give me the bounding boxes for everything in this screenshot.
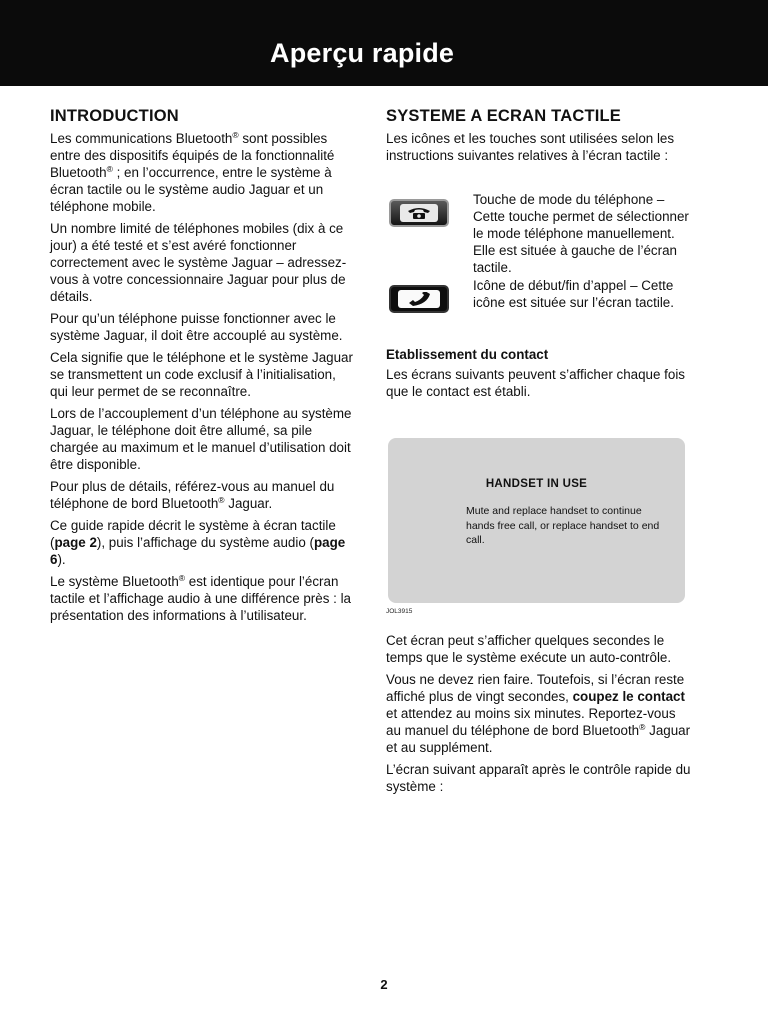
text-run: ), puis l’affichage du système audio ( — [96, 535, 314, 550]
text-run: Jaguar et au supplément. — [386, 723, 691, 755]
call-handset-icon — [389, 285, 449, 313]
instruction-paragraph — [386, 671, 691, 756]
telephone-glyph — [406, 206, 432, 220]
text-run: Pour plus de détails, référez-vous au manuel du téléphone de bord Bluetooth — [50, 479, 335, 511]
screen-title: HANDSET IN USE — [485, 478, 588, 490]
left-column — [50, 108, 355, 629]
page-ref-2: page 2 — [54, 535, 97, 550]
next-screen-paragraph: L’écran suivant apparaît après le contrôle rapide du système : — [386, 762, 691, 794]
text-run: sont possibles entre des dispositifs équipés de la fonctionnalité Bluetooth — [50, 131, 335, 180]
text-run: Le système Bluetooth — [50, 574, 179, 589]
text-run: et attendez au moins six minutes. Reportez-vous au manuel du téléphone de bord Bluetooth — [386, 706, 676, 738]
touchscreen-heading: SYSTEME A ECRAN TACTILE — [386, 107, 621, 125]
registered-mark: ® — [218, 495, 225, 505]
screen-illustration — [386, 438, 691, 620]
header-band — [0, 0, 768, 86]
handset-in-use-screen — [388, 438, 685, 603]
page-ref-6: page 6 — [50, 535, 346, 567]
intro-paragraph-4: Cela signifie que le téléphone et le système Jaguar se transmettent un code exclusif à l’initialisation, qui leur permet de se reconnaître. — [50, 350, 353, 399]
intro-paragraph-1 — [50, 130, 355, 215]
call-icon-description: Icône de début/fin d’appel – Cette icône est située sur l’écran tactile. — [473, 278, 674, 310]
touchscreen-intro: Les icônes et les touches sont utilisées selon les instructions suivantes relatives à l’écran tactile : — [386, 131, 675, 163]
icon-face — [400, 204, 438, 222]
text-run: Vous ne devez rien faire. Toutefois, si l’écran reste affiché plus de vingt secondes, — [386, 672, 685, 704]
page-title: Aperçu rapide — [270, 38, 455, 68]
phone-mode-description: Touche de mode du téléphone – Cette touche permet de sélectionner le mode téléphone manuellement. Elle est située à gauche de l’écran tactile. — [473, 192, 689, 275]
text-run: ; en l’occurrence, entre le système à écran tactile ou le système audio Jaguar et un téléphone mobile. — [50, 165, 332, 214]
introduction-heading: INTRODUCTION — [50, 107, 179, 125]
screen-message: Mute and replace handset to continue hands free call, or replace handset to end call. — [466, 505, 660, 546]
registered-mark: ® — [232, 130, 239, 140]
text-run: Les communications Bluetooth — [50, 131, 233, 146]
intro-paragraph-6 — [50, 478, 355, 512]
intro-paragraph-8 — [50, 573, 355, 624]
intro-paragraph-3: Pour qu’un téléphone puisse fonctionner avec le système Jaguar, il doit être accouplé au système. — [50, 311, 343, 343]
selftest-paragraph: Cet écran peut s’afficher quelques secondes le temps que le système exécute un auto-contrôle. — [386, 633, 672, 665]
handset-glyph — [405, 292, 433, 306]
intro-paragraph-5: Lors de l’accouplement d’un téléphone au système Jaguar, le téléphone doit être allumé, sa pile chargée au maximum et le manuel d’utilisation doit être disponible. — [50, 406, 352, 472]
text-run: Jaguar. — [224, 496, 273, 511]
illustration-ref: JOL3915 — [386, 608, 413, 615]
text-run: Ce guide rapide décrit le système à écran tactile ( — [50, 518, 336, 550]
right-column — [386, 108, 691, 800]
subheading-contact: Etablissement du contact — [386, 347, 549, 362]
text-run: ). — [57, 552, 66, 567]
page-number: 2 — [380, 977, 388, 992]
registered-mark: ® — [106, 164, 113, 174]
icon-face — [398, 290, 440, 308]
registered-mark: ® — [639, 722, 646, 732]
icon-legend — [386, 191, 691, 310]
screens-paragraph: Les écrans suivants peuvent s’afficher chaque fois que le contact est établi. — [386, 367, 685, 399]
emphasis-switch-off: coupez le contact — [572, 689, 685, 704]
intro-paragraph-7 — [50, 517, 355, 568]
text-run: est identique pour l’écran tactile et l’affichage audio à une différence près : la présentation des informations à l’utilisateur. — [50, 574, 351, 623]
telephone-handset-icon — [389, 199, 449, 227]
registered-mark: ® — [178, 573, 186, 583]
intro-paragraph-2: Un nombre limité de téléphones mobiles (dix à ce jour) a été testé et s’est avéré fonctionner correctement avec le système Jaguar – adressez-vous à votre concessionnaire Jaguar pour plus de détails. — [50, 221, 347, 304]
